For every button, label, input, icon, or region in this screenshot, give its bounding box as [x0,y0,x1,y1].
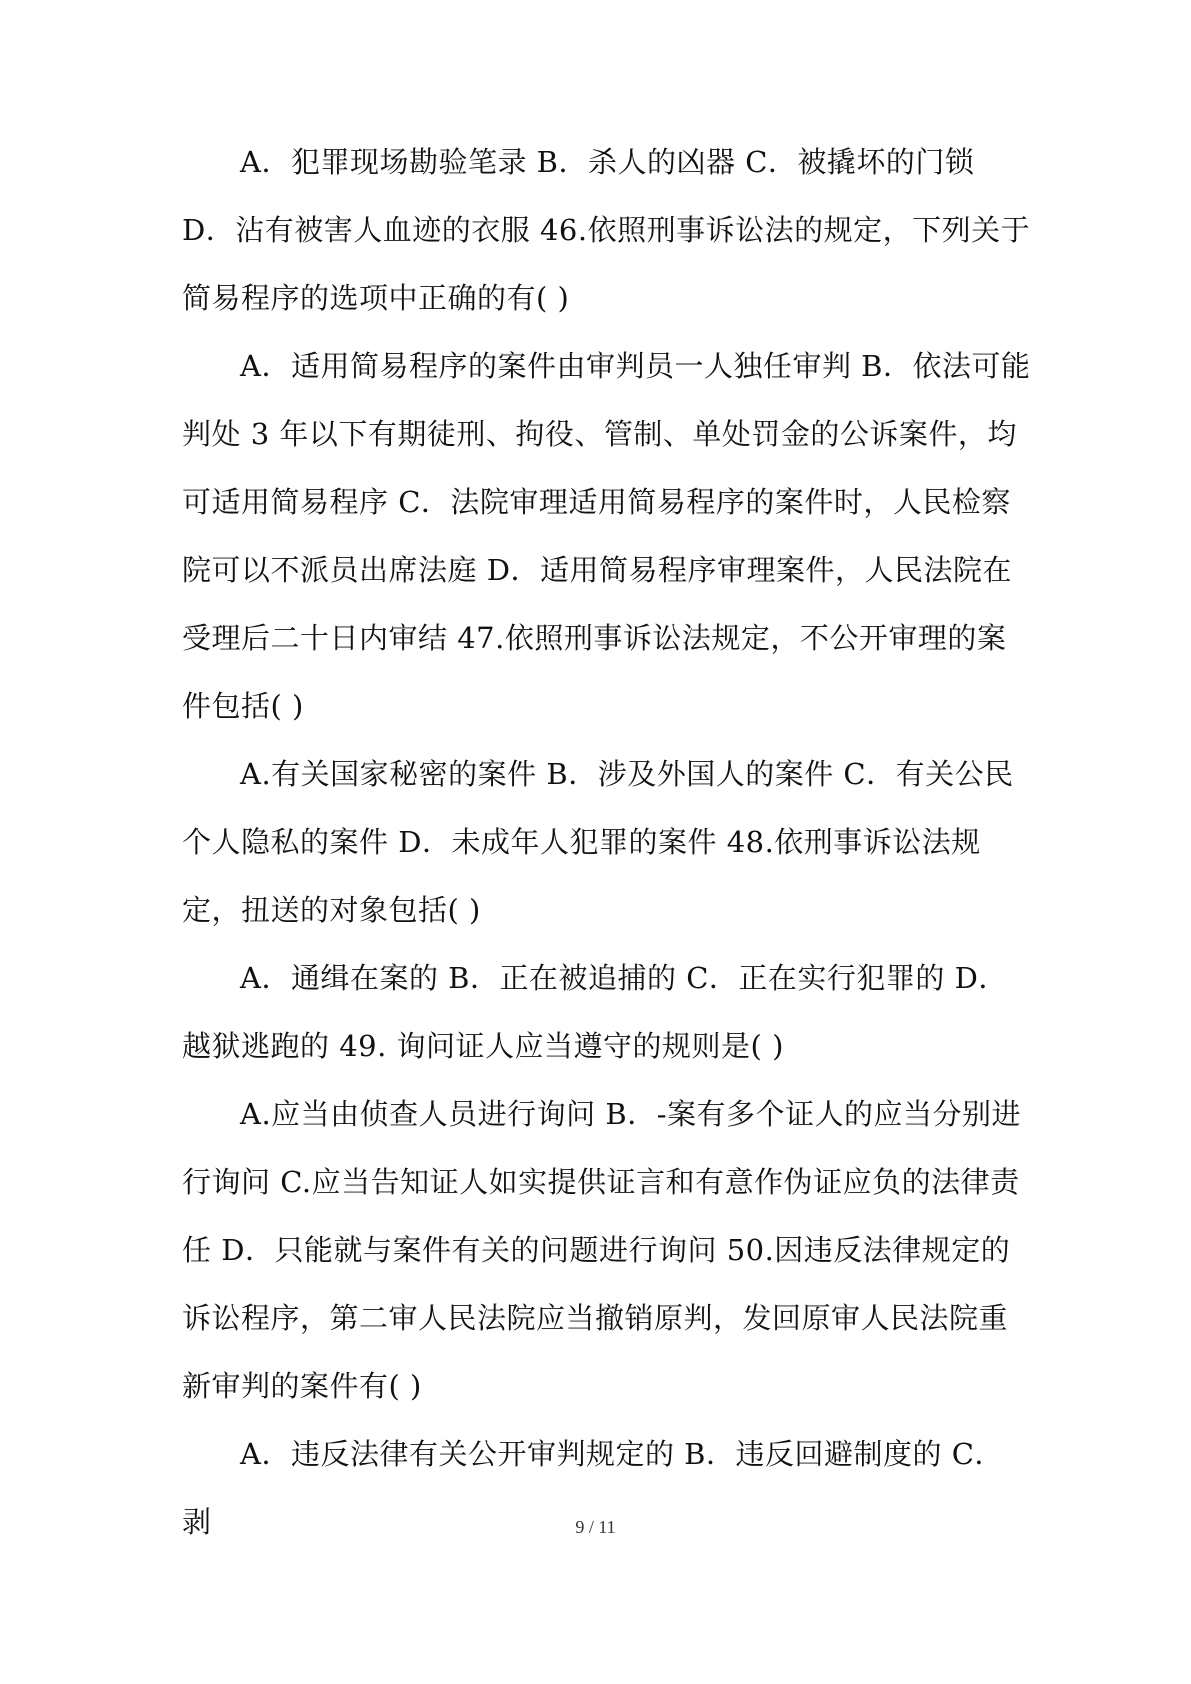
paragraph-question-49-options: A.应当由侦查人员进行询问 B．-案有多个证人的应当分别进行询问 C.应当告知证人如实提供证言和有意作伪证应负的法律责任 D．只能就与案件有关的问题进行询问 50.因违反法律规定的诉讼程序，第二审人民法院应当撤销原判，发回原审人民法院重新审判的案件有( ) [182,1097,1021,1403]
paragraph-question-47-options: A.有关国家秘密的案件 B．涉及外国人的案件 C．有关公民个人隐私的案件 D．未成年人犯罪的案件 48.依刑事诉讼法规定，扭送的对象包括( ) [182,757,1014,927]
paragraph-question-46-options: A．适用简易程序的案件由审判员一人独任审判 B．依法可能判处 3 年以下有期徒刑、拘役、管制、单处罚金的公诉案件，均可适用简易程序 C．法院审理适用简易程序的案件时，人民检察院可以不派员出席法庭 D．适用简易程序审理案件，人民法院在受理后二十日内审结 47.依照刑事诉讼法规定，不公开审理的案件包括( ) [182,349,1031,723]
document-body [182,128,1032,1556]
paragraph-question-50-options: A．违反法律有关公开审判规定的 B．违反回避制度的 C．剥 [182,1437,1004,1539]
paragraph-question-45-options: A．犯罪现场勘验笔录 B．杀人的凶器 C．被撬坏的门锁 D．沾有被害人血迹的衣服 46.依照刑事诉讼法的规定，下列关于简易程序的选项中正确的有( ) [182,145,1031,315]
page-number: 9 / 11 [575,1517,616,1537]
paragraph-question-48-options: A．通缉在案的 B．正在被追捕的 C．正在实行犯罪的 D．越狱逃跑的 49. 询问证人应当遵守的规则是( ) [182,961,1008,1063]
